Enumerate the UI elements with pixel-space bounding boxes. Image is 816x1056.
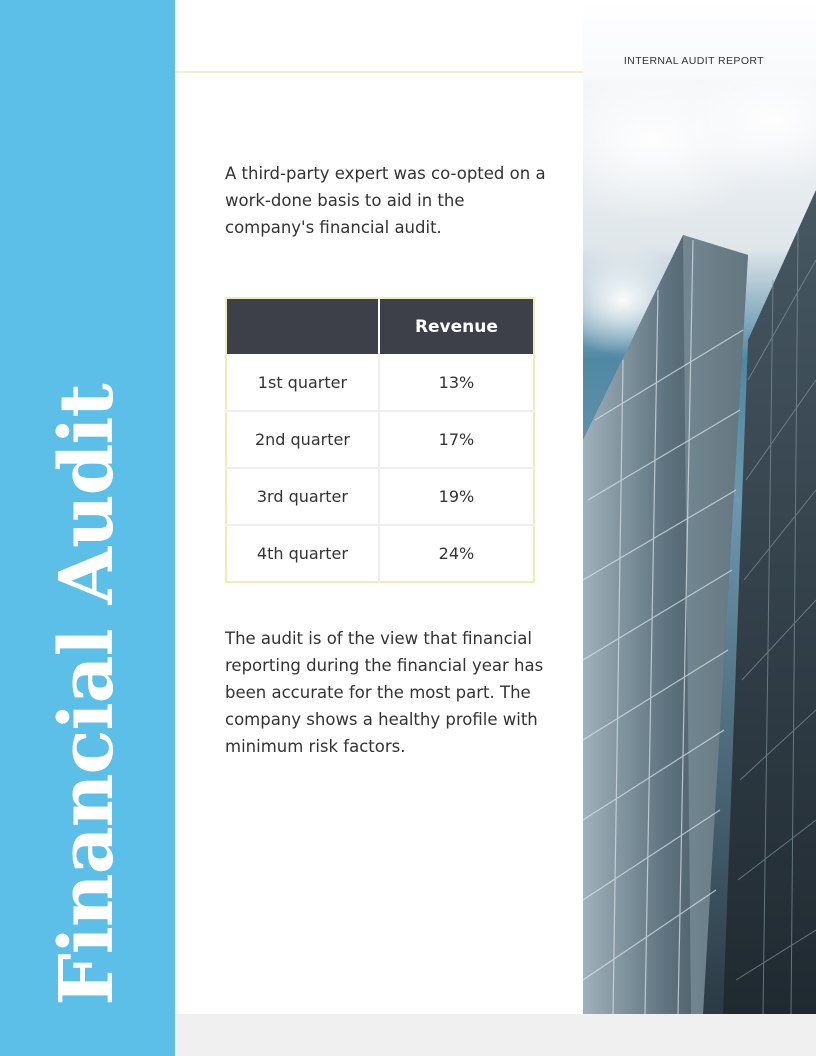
header-divider <box>175 71 583 73</box>
revenue-cell: 24% <box>379 525 534 582</box>
conclusion-paragraph: The audit is of the view that financial reporting during the financial year has been accurate for the most part. The company shows a healthy profile with minimum risk factors. <box>225 629 544 756</box>
revenue-cell: 13% <box>438 372 475 392</box>
footer-strip <box>175 1014 816 1056</box>
header-label-area <box>583 0 816 80</box>
table-row <box>226 354 534 411</box>
quarter-cell: 1st quarter <box>226 354 379 411</box>
intro-paragraph: A third-party expert was co-opted on a work-done basis to aid in the company's financial audit. <box>225 164 546 237</box>
revenue-table <box>225 297 535 583</box>
revenue-cell: 17% <box>379 411 534 468</box>
building-photo <box>583 80 816 1014</box>
revenue-cell: 19% <box>379 468 534 525</box>
table-header-row <box>226 298 534 354</box>
table-row <box>226 411 534 468</box>
document-title: Financial Audit <box>44 384 130 1006</box>
quarter-cell: 2nd quarter <box>226 411 379 468</box>
report-label: INTERNAL AUDIT REPORT <box>623 55 764 67</box>
table-header-cell <box>226 298 379 354</box>
quarter-cell: 3rd quarter <box>226 468 379 525</box>
skyscraper-illustration <box>583 80 816 1014</box>
table-header-cell: Revenue <box>379 298 534 354</box>
quarter-cell: 4th quarter <box>226 525 379 582</box>
table-row <box>226 468 534 525</box>
table-row <box>226 525 534 582</box>
sidebar-band <box>0 0 175 1056</box>
